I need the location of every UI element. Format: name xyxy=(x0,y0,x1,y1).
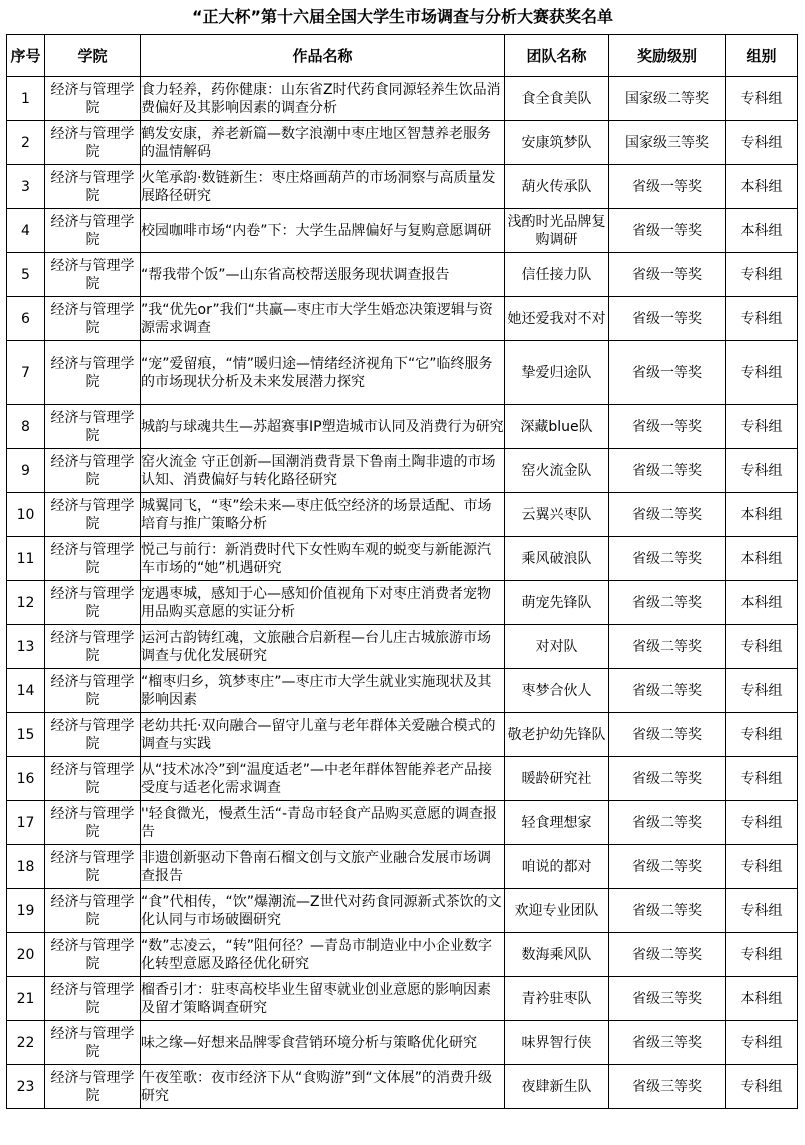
row-team: 欢迎专业团队 xyxy=(505,889,609,933)
row-number: 7 xyxy=(7,341,45,405)
row-team: 咱说的都对 xyxy=(505,845,609,889)
row-title: 老幼共托·双向融合—留守儿童与老年群体关爱融合模式的调查与实践 xyxy=(141,713,505,757)
row-school: 经济与管理学院 xyxy=(45,581,141,625)
row-school: 经济与管理学院 xyxy=(45,209,141,253)
row-group: 本科组 xyxy=(726,209,798,253)
row-title: 校园咖啡市场“内卷”下：大学生品牌偏好与复购意愿调研 xyxy=(141,209,505,253)
row-award-level: 省级二等奖 xyxy=(609,757,726,801)
row-number: 20 xyxy=(7,933,45,977)
row-number: 16 xyxy=(7,757,45,801)
column-header-team: 团队名称 xyxy=(505,35,609,77)
table-row xyxy=(7,933,798,977)
table-row xyxy=(7,669,798,713)
row-number: 11 xyxy=(7,537,45,581)
row-team: 葫火传承队 xyxy=(505,165,609,209)
row-school: 经济与管理学院 xyxy=(45,1021,141,1065)
row-team: 夜肆新生队 xyxy=(505,1065,609,1109)
row-team: 味界智行侠 xyxy=(505,1021,609,1065)
table-row xyxy=(7,713,798,757)
table-row xyxy=(7,341,798,405)
row-school: 经济与管理学院 xyxy=(45,1065,141,1109)
row-number: 2 xyxy=(7,121,45,165)
row-school: 经济与管理学院 xyxy=(45,669,141,713)
row-award-level: 省级一等奖 xyxy=(609,405,726,449)
row-award-level: 省级一等奖 xyxy=(609,297,726,341)
row-number: 17 xyxy=(7,801,45,845)
row-school: 经济与管理学院 xyxy=(45,297,141,341)
row-title: 从“技术冰冷”到“温度适老”—中老年群体智能养老产品接受度与适老化需求调查 xyxy=(141,757,505,801)
row-number: 9 xyxy=(7,449,45,493)
table-row xyxy=(7,493,798,537)
row-title: 味之缘—好想来品牌零食营销环境分析与策略优化研究 xyxy=(141,1021,505,1065)
row-team: 窑火流金队 xyxy=(505,449,609,493)
table-row xyxy=(7,77,798,121)
row-group: 专科组 xyxy=(726,1021,798,1065)
row-number: 1 xyxy=(7,77,45,121)
table-row xyxy=(7,405,798,449)
document-title: “正大杯”第十六届全国大学生市场调查与分析大赛获奖名单 xyxy=(191,7,614,26)
row-number: 13 xyxy=(7,625,45,669)
row-award-level: 省级二等奖 xyxy=(609,581,726,625)
row-team: 深藏blue队 xyxy=(505,405,609,449)
row-team: 安康筑梦队 xyxy=(505,121,609,165)
column-header-school: 学院 xyxy=(45,35,141,77)
row-team: 敬老护幼先锋队 xyxy=(505,713,609,757)
row-team: 浅酌时光品牌复购调研 xyxy=(505,209,609,253)
column-header-title: 作品名称 xyxy=(141,35,505,77)
row-award-level: 省级二等奖 xyxy=(609,625,726,669)
row-group: 专科组 xyxy=(726,889,798,933)
table-row xyxy=(7,625,798,669)
row-award-level: 国家级二等奖 xyxy=(609,77,726,121)
row-group: 专科组 xyxy=(726,341,798,405)
column-header-group: 组别 xyxy=(726,35,798,77)
row-number: 5 xyxy=(7,253,45,297)
awards-table xyxy=(6,34,798,1109)
table-row xyxy=(7,889,798,933)
row-school: 经济与管理学院 xyxy=(45,77,141,121)
table-row xyxy=(7,1021,798,1065)
row-group: 专科组 xyxy=(726,121,798,165)
row-title: 城翼同飞，“枣”绘未来—枣庄低空经济的场景适配、市场培育与推广策略分析 xyxy=(141,493,505,537)
row-title: “宠”爱留痕，“情”暖归途—情绪经济视角下“它”临终服务的市场现状分析及未来发展潜力探究 xyxy=(141,341,505,405)
table-row xyxy=(7,1065,798,1109)
row-award-level: 省级二等奖 xyxy=(609,845,726,889)
row-title: 运河古韵铸红魂，文旅融合启新程—台儿庄古城旅游市场调查与优化发展研究 xyxy=(141,625,505,669)
row-number: 3 xyxy=(7,165,45,209)
row-school: 经济与管理学院 xyxy=(45,121,141,165)
row-award-level: 省级二等奖 xyxy=(609,801,726,845)
row-school: 经济与管理学院 xyxy=(45,889,141,933)
row-group: 专科组 xyxy=(726,801,798,845)
row-title: ”我“优先or”我们“共赢—枣庄市大学生婚恋决策逻辑与资源需求调查 xyxy=(141,297,505,341)
row-title: 火笔承韵·数链新生：枣庄烙画葫芦的市场洞察与高质量发展路径研究 xyxy=(141,165,505,209)
row-title: 非遗创新驱动下鲁南石榴文创与文旅产业融合发展市场调查报告 xyxy=(141,845,505,889)
row-team: 枣梦合伙人 xyxy=(505,669,609,713)
row-award-level: 省级二等奖 xyxy=(609,537,726,581)
row-group: 专科组 xyxy=(726,1065,798,1109)
row-school: 经济与管理学院 xyxy=(45,801,141,845)
row-group: 本科组 xyxy=(726,165,798,209)
row-award-level: 省级二等奖 xyxy=(609,933,726,977)
row-title: 榴香引才：驻枣高校毕业生留枣就业创业意愿的影响因素及留才策略调查研究 xyxy=(141,977,505,1021)
row-award-level: 省级二等奖 xyxy=(609,669,726,713)
row-award-level: 省级一等奖 xyxy=(609,253,726,297)
row-school: 经济与管理学院 xyxy=(45,253,141,297)
row-number: 18 xyxy=(7,845,45,889)
row-group: 专科组 xyxy=(726,757,798,801)
table-row xyxy=(7,845,798,889)
row-school: 经济与管理学院 xyxy=(45,537,141,581)
row-school: 经济与管理学院 xyxy=(45,405,141,449)
row-title: “帮我带个饭”—山东省高校帮送服务现状调查报告 xyxy=(141,253,505,297)
row-title: “数”志凌云，“转”阻何径？—青岛市制造业中小企业数字化转型意愿及路径优化研究 xyxy=(141,933,505,977)
row-team: 对对队 xyxy=(505,625,609,669)
row-group: 专科组 xyxy=(726,297,798,341)
row-group: 专科组 xyxy=(726,933,798,977)
row-award-level: 省级一等奖 xyxy=(609,341,726,405)
row-team: 食全食美队 xyxy=(505,77,609,121)
row-team: 挚爱归途队 xyxy=(505,341,609,405)
table-row xyxy=(7,209,798,253)
row-award-level: 省级二等奖 xyxy=(609,493,726,537)
row-award-level: 省级三等奖 xyxy=(609,1065,726,1109)
row-title: 窑火流金 守正创新—国潮消费背景下鲁南土陶非遗的市场认知、消费偏好与转化路径研究 xyxy=(141,449,505,493)
row-title: 悦己与前行：新消费时代下女性购车观的蜕变与新能源汽车市场的“她”机遇研究 xyxy=(141,537,505,581)
row-group: 专科组 xyxy=(726,625,798,669)
row-school: 经济与管理学院 xyxy=(45,977,141,1021)
row-number: 14 xyxy=(7,669,45,713)
row-school: 经济与管理学院 xyxy=(45,449,141,493)
row-team: 云翼兴枣队 xyxy=(505,493,609,537)
row-school: 经济与管理学院 xyxy=(45,933,141,977)
row-team: 青衿驻枣队 xyxy=(505,977,609,1021)
table-row xyxy=(7,801,798,845)
row-award-level: 省级二等奖 xyxy=(609,713,726,757)
row-title: “榴枣归乡，筑梦枣庄”—枣庄市大学生就业实施现状及其影响因素 xyxy=(141,669,505,713)
row-team: 乘风破浪队 xyxy=(505,537,609,581)
row-school: 经济与管理学院 xyxy=(45,757,141,801)
row-award-level: 省级一等奖 xyxy=(609,165,726,209)
row-school: 经济与管理学院 xyxy=(45,845,141,889)
table-row xyxy=(7,121,798,165)
row-title: 食力轻养，药你健康：山东省Z时代药食同源轻养生饮品消费偏好及其影响因素的调查分析 xyxy=(141,77,505,121)
column-header-no: 序号 xyxy=(7,35,45,77)
row-group: 本科组 xyxy=(726,493,798,537)
row-number: 4 xyxy=(7,209,45,253)
row-school: 经济与管理学院 xyxy=(45,493,141,537)
row-group: 专科组 xyxy=(726,845,798,889)
table-row xyxy=(7,297,798,341)
table-row xyxy=(7,977,798,1021)
row-number: 10 xyxy=(7,493,45,537)
row-title: 鹤发安康，养老新篇—数字浪潮中枣庄地区智慧养老服务的温情解码 xyxy=(141,121,505,165)
row-group: 本科组 xyxy=(726,537,798,581)
row-school: 经济与管理学院 xyxy=(45,625,141,669)
table-row xyxy=(7,757,798,801)
row-number: 15 xyxy=(7,713,45,757)
row-title: ''轻食微光，慢煮生活“-青岛市轻食产品购买意愿的调查报告 xyxy=(141,801,505,845)
row-title: 午夜笙歌：夜市经济下从“食购游”到“文体展”的消费升级研究 xyxy=(141,1065,505,1109)
row-group: 专科组 xyxy=(726,77,798,121)
row-group: 专科组 xyxy=(726,713,798,757)
table-row xyxy=(7,253,798,297)
row-award-level: 省级二等奖 xyxy=(609,889,726,933)
row-title: “食”代相传，“饮”爆潮流—Z世代对药食同源新式茶饮的文化认同与市场破圈研究 xyxy=(141,889,505,933)
column-header-level: 奖励级别 xyxy=(609,35,726,77)
row-award-level: 省级二等奖 xyxy=(609,449,726,493)
table-body xyxy=(7,77,798,1109)
row-title: 城韵与球魂共生—苏超赛事IP塑造城市认同及消费行为研究 xyxy=(141,405,505,449)
row-team: 轻食理想家 xyxy=(505,801,609,845)
row-school: 经济与管理学院 xyxy=(45,341,141,405)
row-team: 她还爱我对不对 xyxy=(505,297,609,341)
row-award-level: 省级一等奖 xyxy=(609,209,726,253)
row-number: 8 xyxy=(7,405,45,449)
row-number: 23 xyxy=(7,1065,45,1109)
row-award-level: 省级三等奖 xyxy=(609,1021,726,1065)
row-number: 22 xyxy=(7,1021,45,1065)
row-number: 12 xyxy=(7,581,45,625)
row-team: 信任接力队 xyxy=(505,253,609,297)
row-team: 萌宠先锋队 xyxy=(505,581,609,625)
row-group: 专科组 xyxy=(726,449,798,493)
row-award-level: 国家级三等奖 xyxy=(609,121,726,165)
row-group: 本科组 xyxy=(726,977,798,1021)
table-row xyxy=(7,165,798,209)
row-group: 专科组 xyxy=(726,405,798,449)
row-title: 宠遇枣城，感知于心—感知价值视角下对枣庄消费者宠物用品购买意愿的实证分析 xyxy=(141,581,505,625)
row-number: 6 xyxy=(7,297,45,341)
table-row xyxy=(7,581,798,625)
row-number: 19 xyxy=(7,889,45,933)
table-row xyxy=(7,537,798,581)
row-number: 21 xyxy=(7,977,45,1021)
row-school: 经济与管理学院 xyxy=(45,165,141,209)
row-group: 专科组 xyxy=(726,669,798,713)
row-award-level: 省级三等奖 xyxy=(609,977,726,1021)
row-group: 本科组 xyxy=(726,581,798,625)
row-group: 专科组 xyxy=(726,253,798,297)
row-school: 经济与管理学院 xyxy=(45,713,141,757)
row-team: 数海乘风队 xyxy=(505,933,609,977)
table-row xyxy=(7,449,798,493)
row-team: 暖龄研究社 xyxy=(505,757,609,801)
table-header-row xyxy=(7,35,798,77)
